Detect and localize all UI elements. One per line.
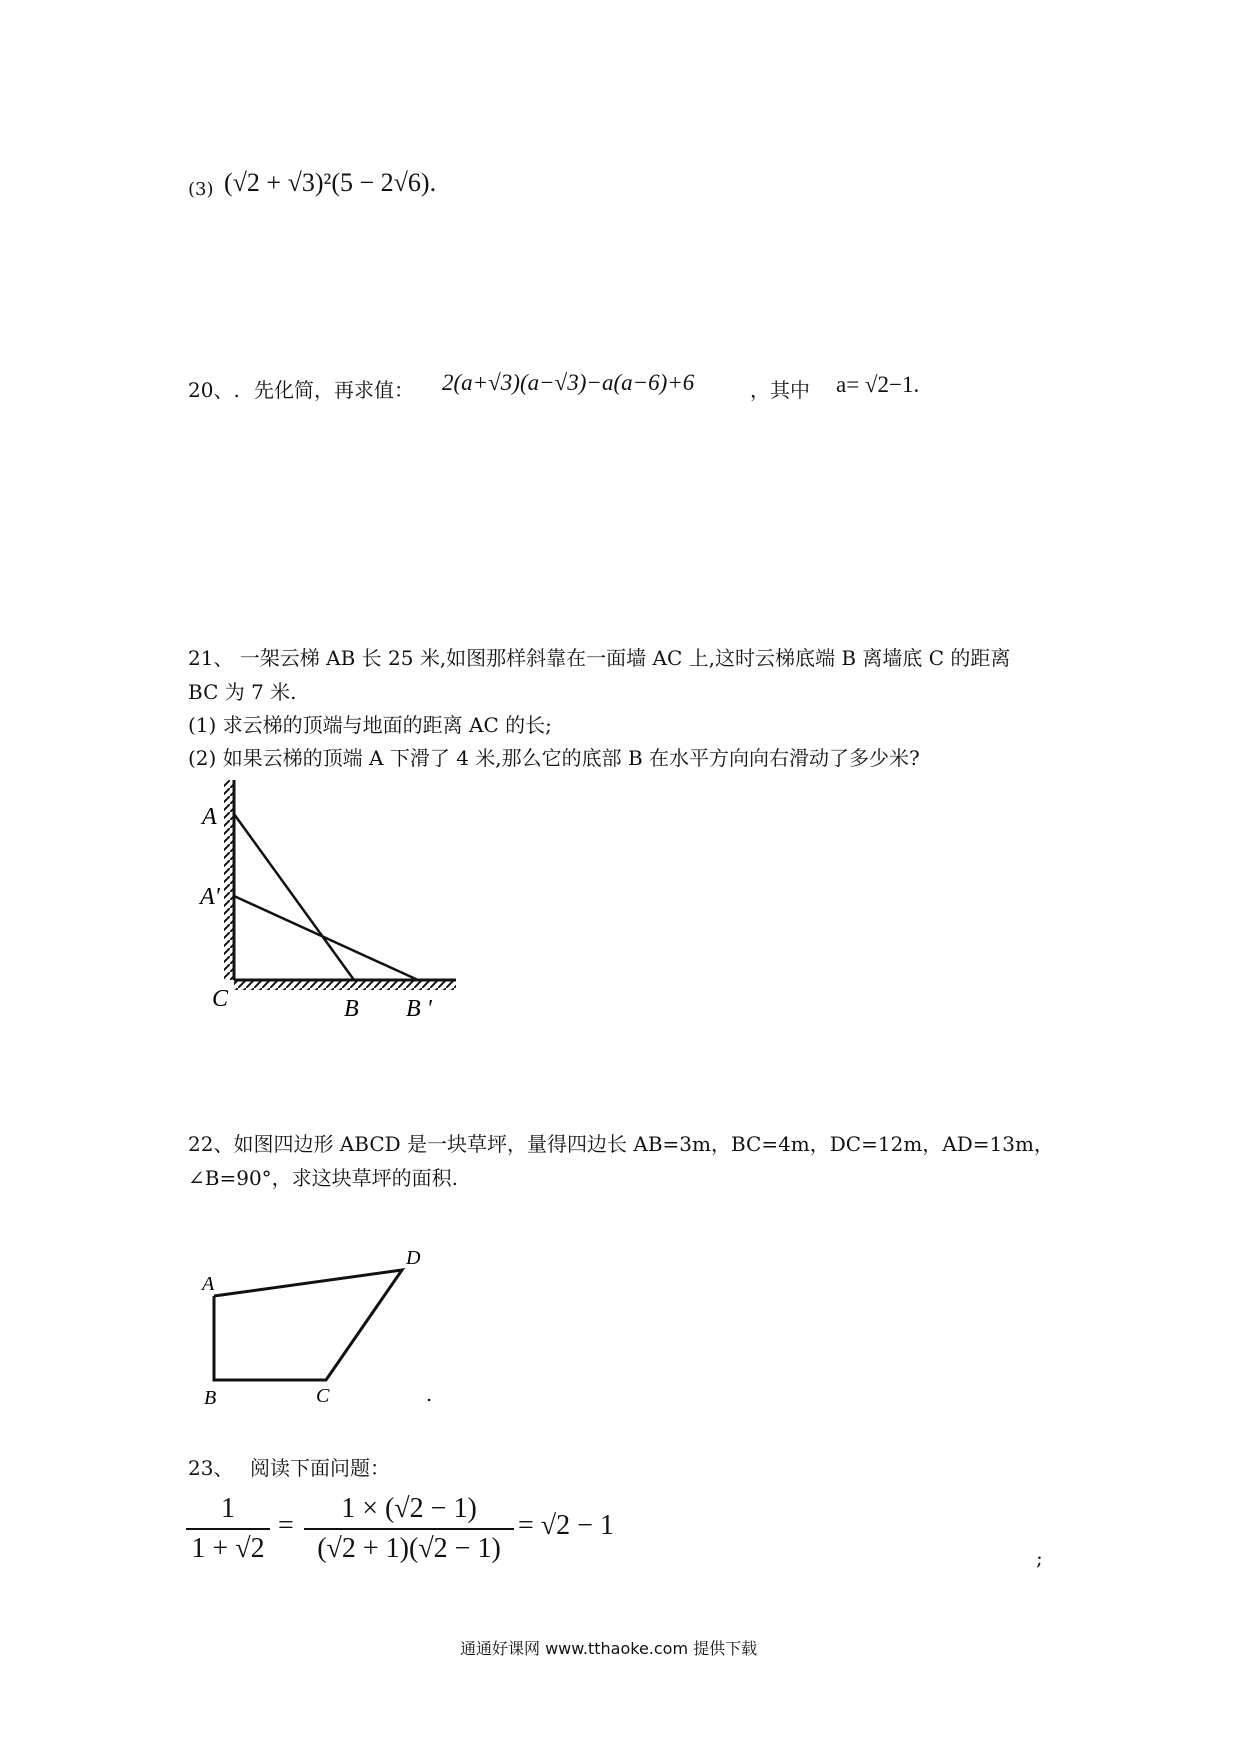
q23-semicolon: ; <box>1036 1546 1043 1570</box>
q23-lhs-numerator: 1 <box>221 1493 235 1524</box>
q20-number: 20、. <box>188 378 240 402</box>
q23-lhs-denominator: 1 + √2 <box>191 1533 265 1564</box>
label-d: D <box>406 1247 421 1269</box>
q23-equals-1: = <box>278 1510 294 1541</box>
q21-text-line1: 21、 一架云梯 AB 长 25 米,如图那样斜靠在一面墙 AC 上,这时云梯底端 B 离墙底 C 的距离 <box>188 646 1011 670</box>
q23-fraction-middle <box>304 1492 514 1566</box>
q21-ladder-figure <box>190 780 470 1030</box>
label-a: A <box>202 1273 215 1295</box>
label-b-prime: B ' <box>406 996 432 1022</box>
q20-instruction: 先化简，再求值： <box>254 378 414 402</box>
q19-part3-expression: (√2 + √3)²(5 − 2√6). <box>224 168 437 197</box>
label-b: B <box>204 1387 217 1409</box>
q21-text-line2: BC 为 7 米. <box>188 680 297 704</box>
fraction-bar <box>304 1528 514 1530</box>
q23-result: = √2 − 1 <box>518 1510 614 1541</box>
fraction-bar <box>186 1528 270 1530</box>
q23-mid-numerator: 1 × (√2 − 1) <box>341 1493 477 1524</box>
ladder-a1b1 <box>234 896 418 980</box>
label-a: A <box>202 804 217 830</box>
q23-fraction-lhs <box>186 1492 270 1566</box>
q19-part3-label: (3) <box>188 179 214 200</box>
q21-subquestion-1: (1) 求云梯的顶端与地面的距离 AC 的长; <box>188 713 552 737</box>
quadrilateral-abcd <box>214 1270 402 1380</box>
label-c: C <box>316 1385 330 1407</box>
q22-text-line2: ∠B=90°，求这块草坪的面积. <box>188 1166 459 1190</box>
q23-number: 23、 <box>188 1456 234 1480</box>
q22-quadrilateral-figure <box>190 1240 450 1410</box>
q22-text-line1: 22、如图四边形 ABCD 是一块草坪，量得四边长 AB=3m，BC=4m，DC=12m，AD=13m， <box>188 1132 1054 1156</box>
q20-where-label: ，其中 <box>750 378 810 402</box>
q20-expression: 2(a+√3)(a−√3)−a(a−6)+6 <box>442 370 695 395</box>
page-footer: 通通好课网 www.tthaoke.com 提供下载 <box>460 1639 758 1658</box>
label-b: B <box>344 996 359 1022</box>
label-a-prime: A' <box>200 884 220 910</box>
label-c: C <box>212 986 229 1012</box>
q20-condition: a= √2−1. <box>836 372 920 397</box>
q23-instruction: 阅读下面问题： <box>250 1456 390 1480</box>
q21-subquestion-2: (2) 如果云梯的顶端 A 下滑了 4 米,那么它的底部 B 在水平方向向右滑动了多少米? <box>188 746 920 770</box>
q23-mid-denominator: (√2 + 1)(√2 − 1) <box>317 1533 501 1564</box>
ladder-ab <box>234 814 354 980</box>
q22-trailing-dot: . <box>426 1382 433 1406</box>
